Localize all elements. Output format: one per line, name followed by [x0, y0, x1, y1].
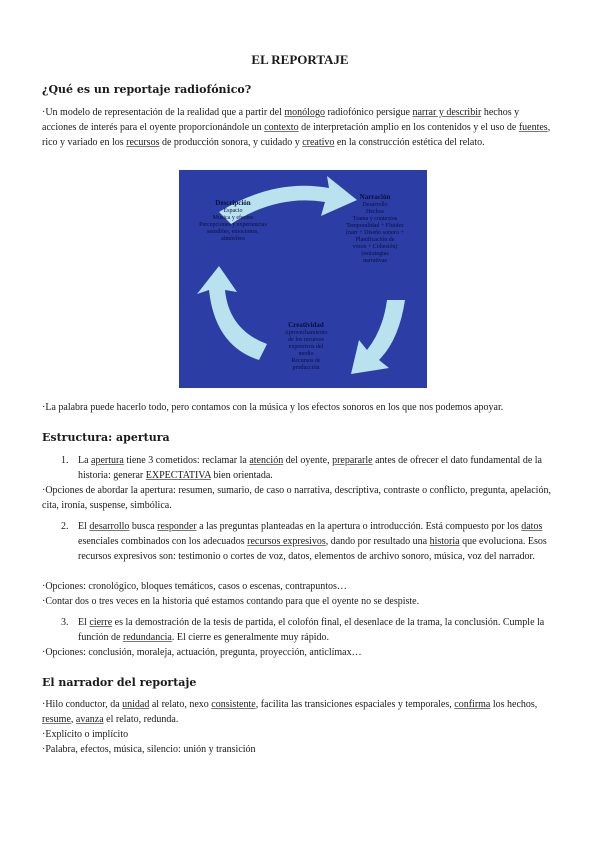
- contar-paragraph: ·Contar dos o tres veces en la historia qué estamos contando para que el oyente no se despiste.: [42, 596, 420, 607]
- opciones-desarrollo: ·Opciones: cronológico, bloques temáticos, casos o escenas, contrapuntos…: [42, 581, 347, 592]
- list-item-cierre: El cierre es la demostración de la tesis de partida, el colofón final, el desenlace de la trama, la conclusión. Cumple la función de redundancia. El cierre es generalmente muy rápido.: [78, 617, 545, 643]
- label-descripcion: Descripción Espacio Música y efectos Percepciones y experiencias sensibles, emociones, atmósfera: [199, 199, 267, 242]
- section-heading-estructura: Estructura: apertura: [42, 431, 170, 444]
- arrow-left: [197, 266, 267, 360]
- label-narracion: Narración Desarrollo Hechos Trama y contextos Temporalidad + Fluidez (narr + Diseño sonoro + Planificación de voces + Cohesión) (estrategias narrativas: [346, 193, 404, 264]
- list-number-2: 2.: [61, 521, 69, 532]
- arrow-right: [351, 300, 405, 374]
- palabra-efectos-line: ·Palabra, efectos, música, silencio: unión y transición: [42, 744, 256, 755]
- opciones-cierre: ·Opciones: conclusión, moraleja, actuación, pregunta, proyección, anticlímax…: [42, 647, 362, 658]
- reportaje-cycle-diagram: [179, 170, 427, 388]
- label-creatividad: Creatividad Aprovechamiento de los recursos expresivos del medio Recursos de producción: [284, 321, 328, 371]
- section-heading-que-es: ¿Qué es un reportaje radiofónico?: [42, 83, 252, 96]
- list-item-apertura: La apertura tiene 3 cometidos: reclamar la atención del oyente, prepararle antes de ofrecer el dato fundamental de la historia: generar EXPECTATIVA bien orientada.: [78, 455, 542, 481]
- palabra-paragraph: ·La palabra puede hacerlo todo, pero contamos con la música y los efectos sonoros en los que nos podemos apoyar.: [42, 402, 504, 413]
- list-number-3: 3.: [61, 617, 69, 628]
- list-number-1: 1.: [61, 455, 69, 466]
- explicito-line: ·Explícito o implícito: [42, 729, 129, 740]
- list-item-desarrollo: El desarrollo busca responder a las preguntas planteadas en la apertura o introducción. Está compuesto por los datos esenciales combinados con los adecuados recursos expresivos, dando por resultado una historia que evoluciona. Esos recursos expresivos son: testimonio o cortes de voz, datos, elementos de archivo sonoro, música, voz del narrador.: [78, 521, 547, 562]
- narrador-paragraph: ·Hilo conductor, da unidad al relato, nexo consistente, facilita las transiciones espaciales y temporales, confirma los hechos, resume, avanza el relato, redunda.: [42, 699, 538, 725]
- opciones-apertura: ·Opciones de abordar la apertura: resumen, sumario, de caso o narrativa, descriptiva, contraste o conflicto, pregunta, apelación, cita, ironía, suspense, simbólica.: [42, 485, 551, 511]
- section-heading-narrador: El narrador del reportaje: [42, 676, 197, 689]
- page-title: EL REPORTAJE: [251, 52, 349, 67]
- definition-paragraph: ·Un modelo de representación de la realidad que a partir del monólogo radiofónico persigue narrar y describir hechos y acciones de interés para el oyente proporcionándole un contexto de interpretación amplio en los contenidos y el uso de fuentes, rico y variado en los recursos de producción sonora, y cuidado y creativo en la construcción estética del relato.: [42, 107, 551, 148]
